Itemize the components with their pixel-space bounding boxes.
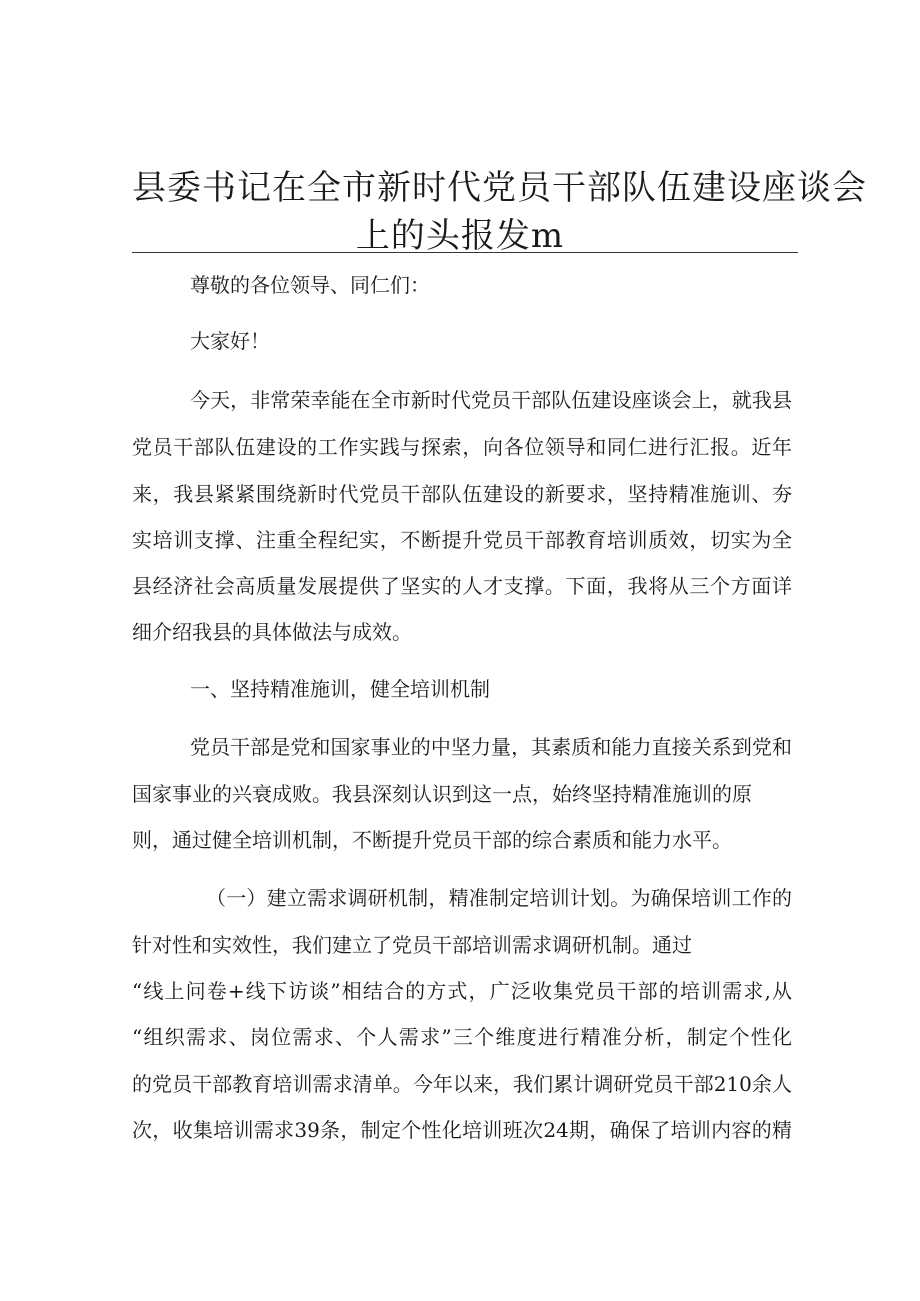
subsection1-line: 次，收集培训需求39条，制定个性化培训班次24期，确保了培训内容的精 — [132, 1118, 792, 1142]
section1-line: 党员干部是党和国家事业的中坚力量，其素质和能力直接关系到党和 — [190, 735, 792, 759]
subsection1-line: “线上问卷+线下访谈”相结合的方式，广泛收集党员干部的培训需求,从 — [132, 979, 792, 1003]
salutation: 尊敬的各位领导、同仁们： — [190, 273, 430, 297]
intro-line: 实培训支撑、注重全程纪实，不断提升党员干部教育培训质效，切实为全 — [132, 528, 792, 552]
greeting: 大家好！ — [190, 329, 270, 353]
title-underline — [132, 252, 798, 253]
subsection1-line: 针对性和实效性，我们建立了党员干部培训需求调研机制。通过 — [132, 933, 692, 957]
intro-line: 党员干部队伍建设的工作实践与探索，向各位领导和同仁进行汇报。近年 — [132, 435, 792, 459]
intro-line: 县经济社会高质量发展提供了坚实的人才支撑。下面，我将从三个方面详 — [132, 574, 792, 598]
section-heading: 一、坚持精准施训，健全培训机制 — [190, 677, 490, 701]
document-title-line1: 县委书记在全市新时代党员干部队伍建设座谈会 — [132, 168, 867, 208]
intro-line: 今天，非常荣幸能在全市新时代党员干部队伍建设座谈会上，就我县 — [190, 388, 792, 412]
intro-line: 细介绍我县的具体做法与成效。 — [132, 620, 412, 644]
subsection1-line: “组织需求、岗位需求、个人需求”三个维度进行精准分析，制定个性化 — [132, 1025, 792, 1049]
section1-line: 国家事业的兴衰成败。我县深刻认识到这一点，始终坚持精准施训的原 — [132, 782, 752, 806]
document-title-line2: 上的头报发m — [355, 216, 565, 256]
intro-line: 来，我县紧紧围绕新时代党员干部队伍建设的新要求，坚持精准施训、夯 — [132, 482, 792, 506]
subsection1-line: 的党员干部教育培训需求清单。今年以来，我们累计调研党员干部210余人 — [132, 1072, 792, 1096]
section1-line: 则，通过健全培训机制，不断提升党员干部的综合素质和能力水平。 — [132, 828, 732, 852]
subsection1-line: （一）建立需求调研机制，精准制定培训计划。为确保培训工作的 — [206, 886, 792, 910]
